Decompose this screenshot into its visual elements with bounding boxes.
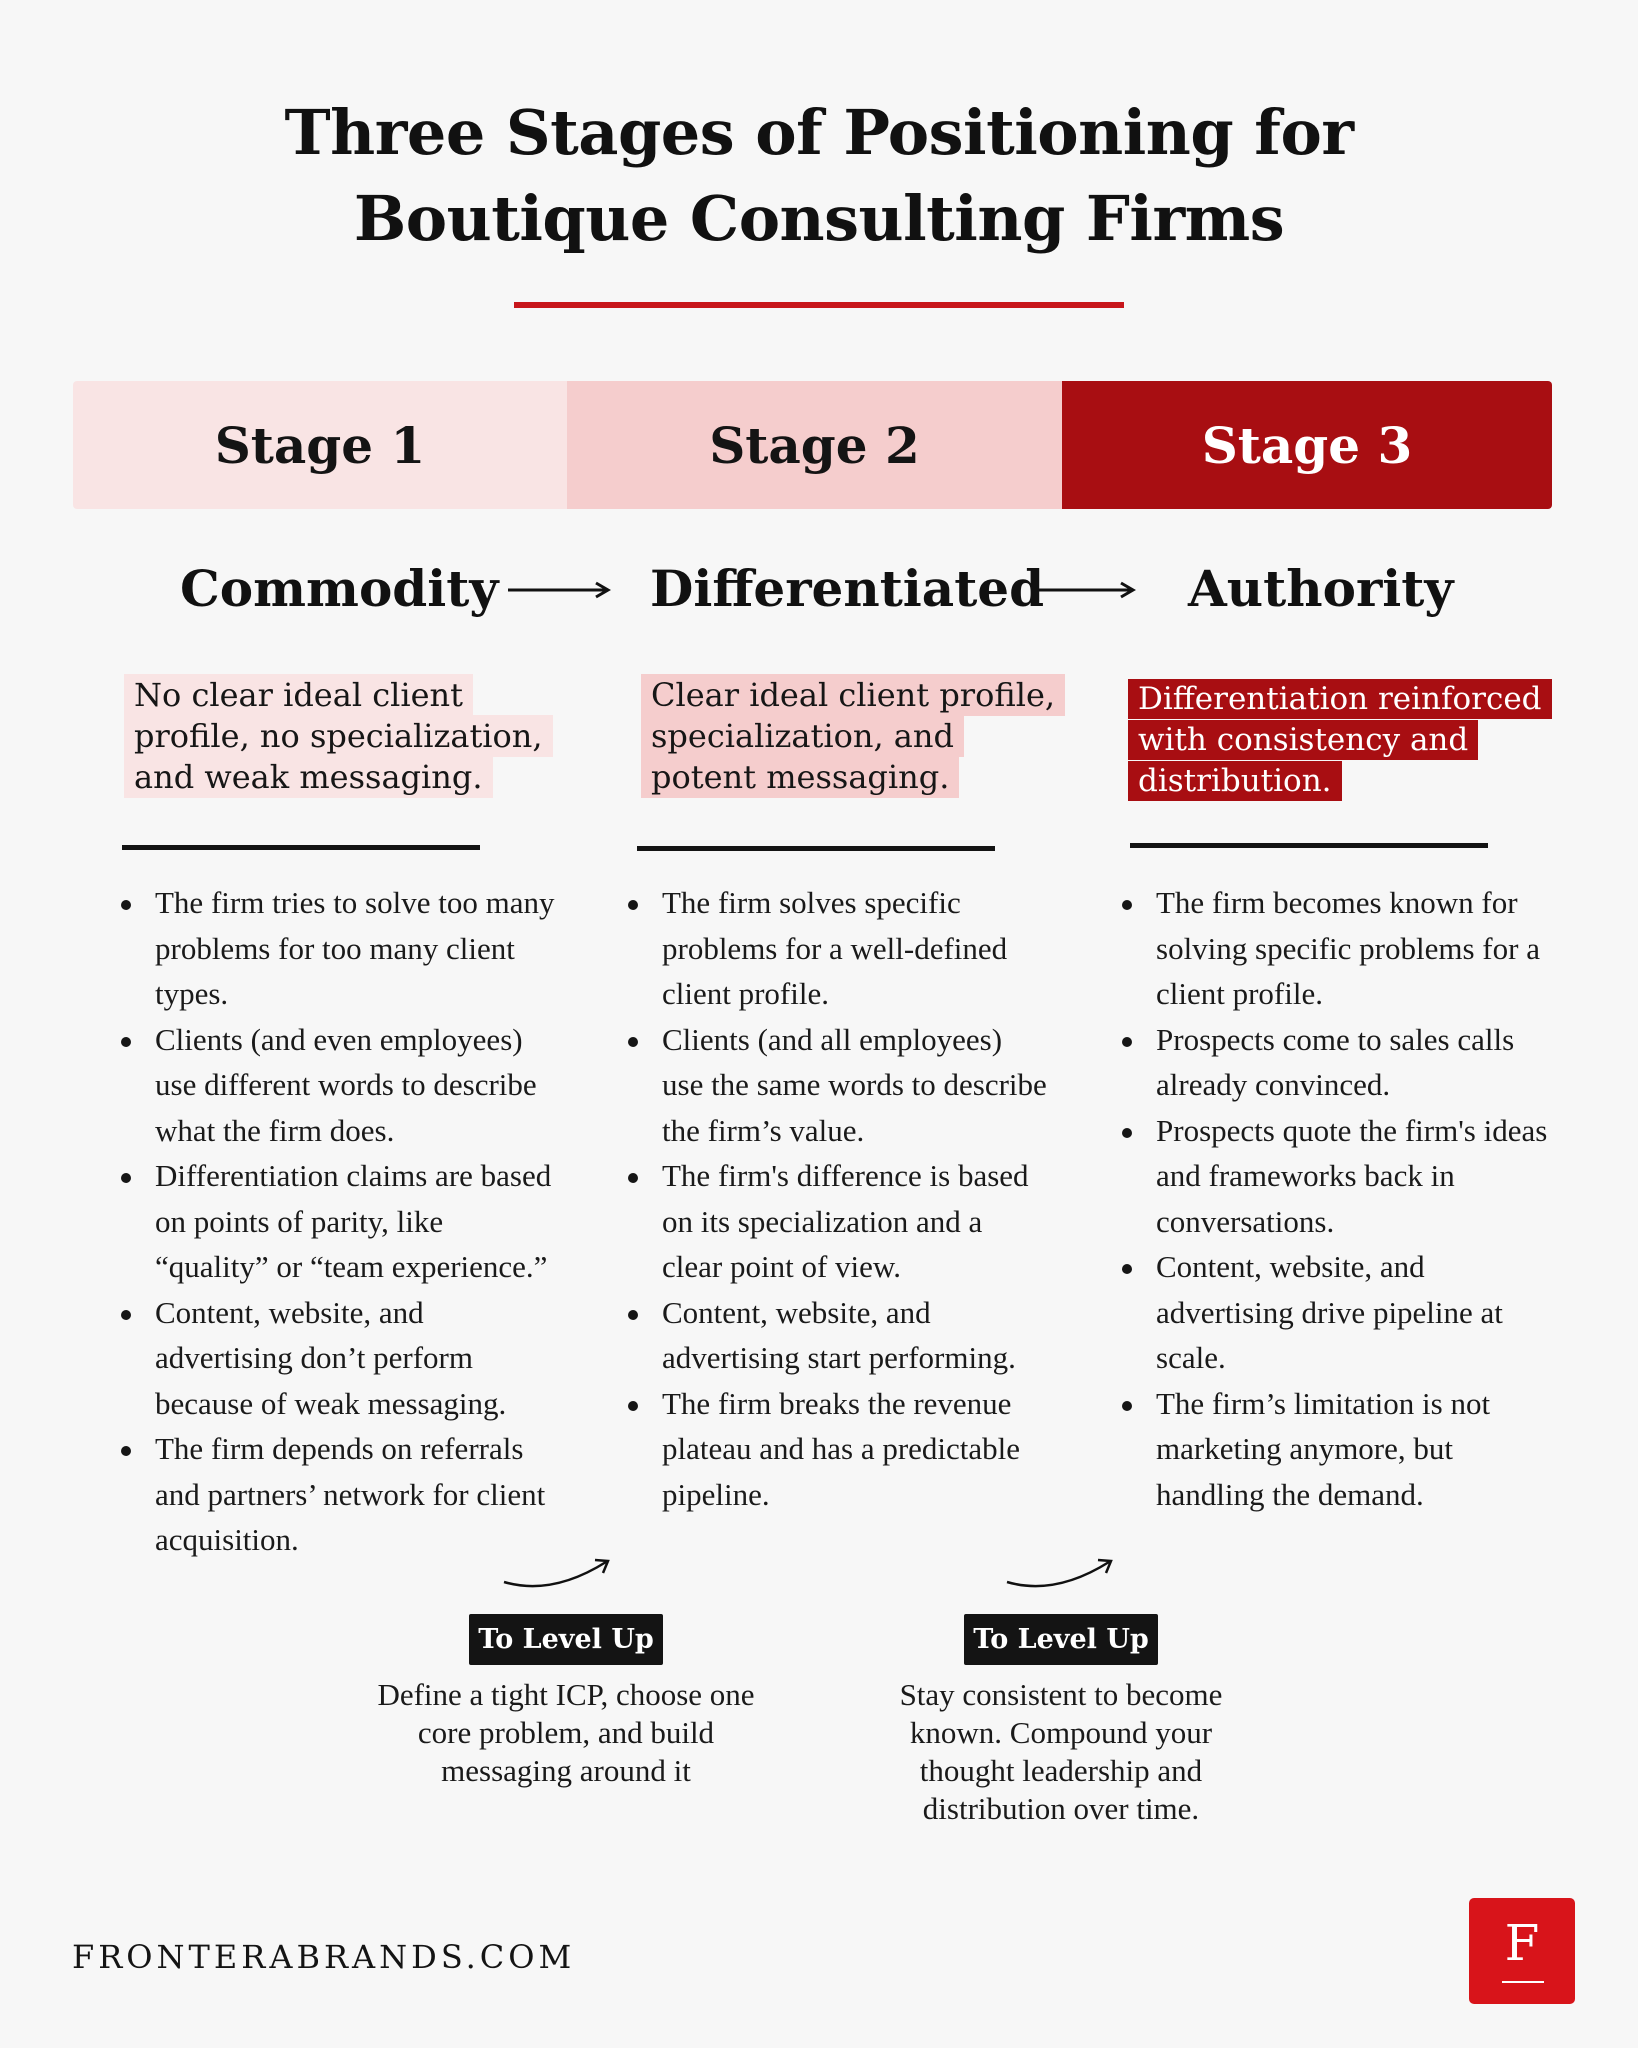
stage-1-summary: No clear ideal client profile, no specialization, and weak messaging. bbox=[124, 675, 544, 798]
stage-2-header: Stage 2 bbox=[567, 381, 1062, 509]
level-up-text-1: Define a tight ICP, choose one core problem, and build messaging around it bbox=[377, 1677, 755, 1788]
list-item: The firm's difference is based on its specialization and a clear point of view. bbox=[628, 1153, 1048, 1290]
stage-1-divider bbox=[122, 845, 480, 850]
level-up-tag-1: To Level Up bbox=[469, 1614, 663, 1665]
stage-3-divider bbox=[1130, 843, 1488, 848]
list-item: Prospects come to sales calls already convinced. bbox=[1122, 1017, 1562, 1108]
page-title-line-1: Three Stages of Positioning for bbox=[284, 96, 1354, 169]
list-item: Clients (and all employees) use the same words to describe the firm’s value. bbox=[628, 1017, 1048, 1154]
list-item: The firm’s limitation is not marketing anymore, but handling the demand. bbox=[1122, 1381, 1562, 1518]
level-up-text-2: Stay consistent to become known. Compound your thought leadership and distribution over time. bbox=[899, 1677, 1223, 1826]
title-underline bbox=[514, 302, 1124, 308]
list-item: Prospects quote the firm's ideas and frameworks back in conversations. bbox=[1122, 1108, 1562, 1245]
stage-3-name: Authority bbox=[1188, 559, 1454, 618]
page-title bbox=[0, 90, 1638, 262]
list-item: Differentiation claims are based on points of parity, like “quality” or “team experience.” bbox=[121, 1153, 561, 1290]
list-item: Content, website, and advertising start performing. bbox=[628, 1290, 1048, 1381]
stage-3-summary: Differentiation reinforced with consistency and distribution. bbox=[1128, 679, 1548, 802]
list-item: The firm depends on referrals and partners’ network for client acquisition. bbox=[121, 1426, 561, 1563]
list-item: The firm tries to solve too many problems for too many client types. bbox=[121, 880, 561, 1017]
stage-2-name: Differentiated bbox=[650, 559, 1045, 618]
footer-brand-url: FRONTERABRANDS.COM bbox=[72, 1938, 576, 1976]
curved-arrow-icon bbox=[1003, 1552, 1121, 1596]
logo-underline bbox=[1502, 1981, 1544, 1983]
stage-1-header: Stage 1 bbox=[73, 381, 567, 509]
list-item: Clients (and even employees) use different words to describe what the firm does. bbox=[121, 1017, 561, 1154]
level-up-tag-2: To Level Up bbox=[964, 1614, 1158, 1665]
stage-1-name: Commodity bbox=[180, 559, 499, 618]
list-item: Content, website, and advertising don’t perform because of weak messaging. bbox=[121, 1290, 561, 1427]
stage-2-bullet-list bbox=[628, 880, 1048, 1517]
list-item: Content, website, and advertising drive pipeline at scale. bbox=[1122, 1244, 1562, 1381]
page-title-line-2: Boutique Consulting Firms bbox=[353, 182, 1285, 255]
list-item: The firm solves specific problems for a well-defined client profile. bbox=[628, 880, 1048, 1017]
curved-arrow-icon bbox=[500, 1552, 618, 1596]
list-item: The firm breaks the revenue plateau and has a predictable pipeline. bbox=[628, 1381, 1048, 1518]
brand-logo bbox=[1469, 1898, 1575, 2004]
stage-3-bullet-list bbox=[1122, 880, 1562, 1517]
stage-1-bullet-list bbox=[121, 880, 561, 1563]
list-item: The firm becomes known for solving specific problems for a client profile. bbox=[1122, 880, 1562, 1017]
arrow-right-icon bbox=[508, 578, 616, 602]
stage-2-summary: Clear ideal client profile, specialization, and potent messaging. bbox=[641, 675, 1061, 798]
stage-3-header: Stage 3 bbox=[1062, 381, 1552, 509]
stage-2-divider bbox=[637, 846, 995, 851]
arrow-right-icon bbox=[1033, 578, 1141, 602]
logo-letter: F bbox=[1504, 1914, 1540, 1972]
